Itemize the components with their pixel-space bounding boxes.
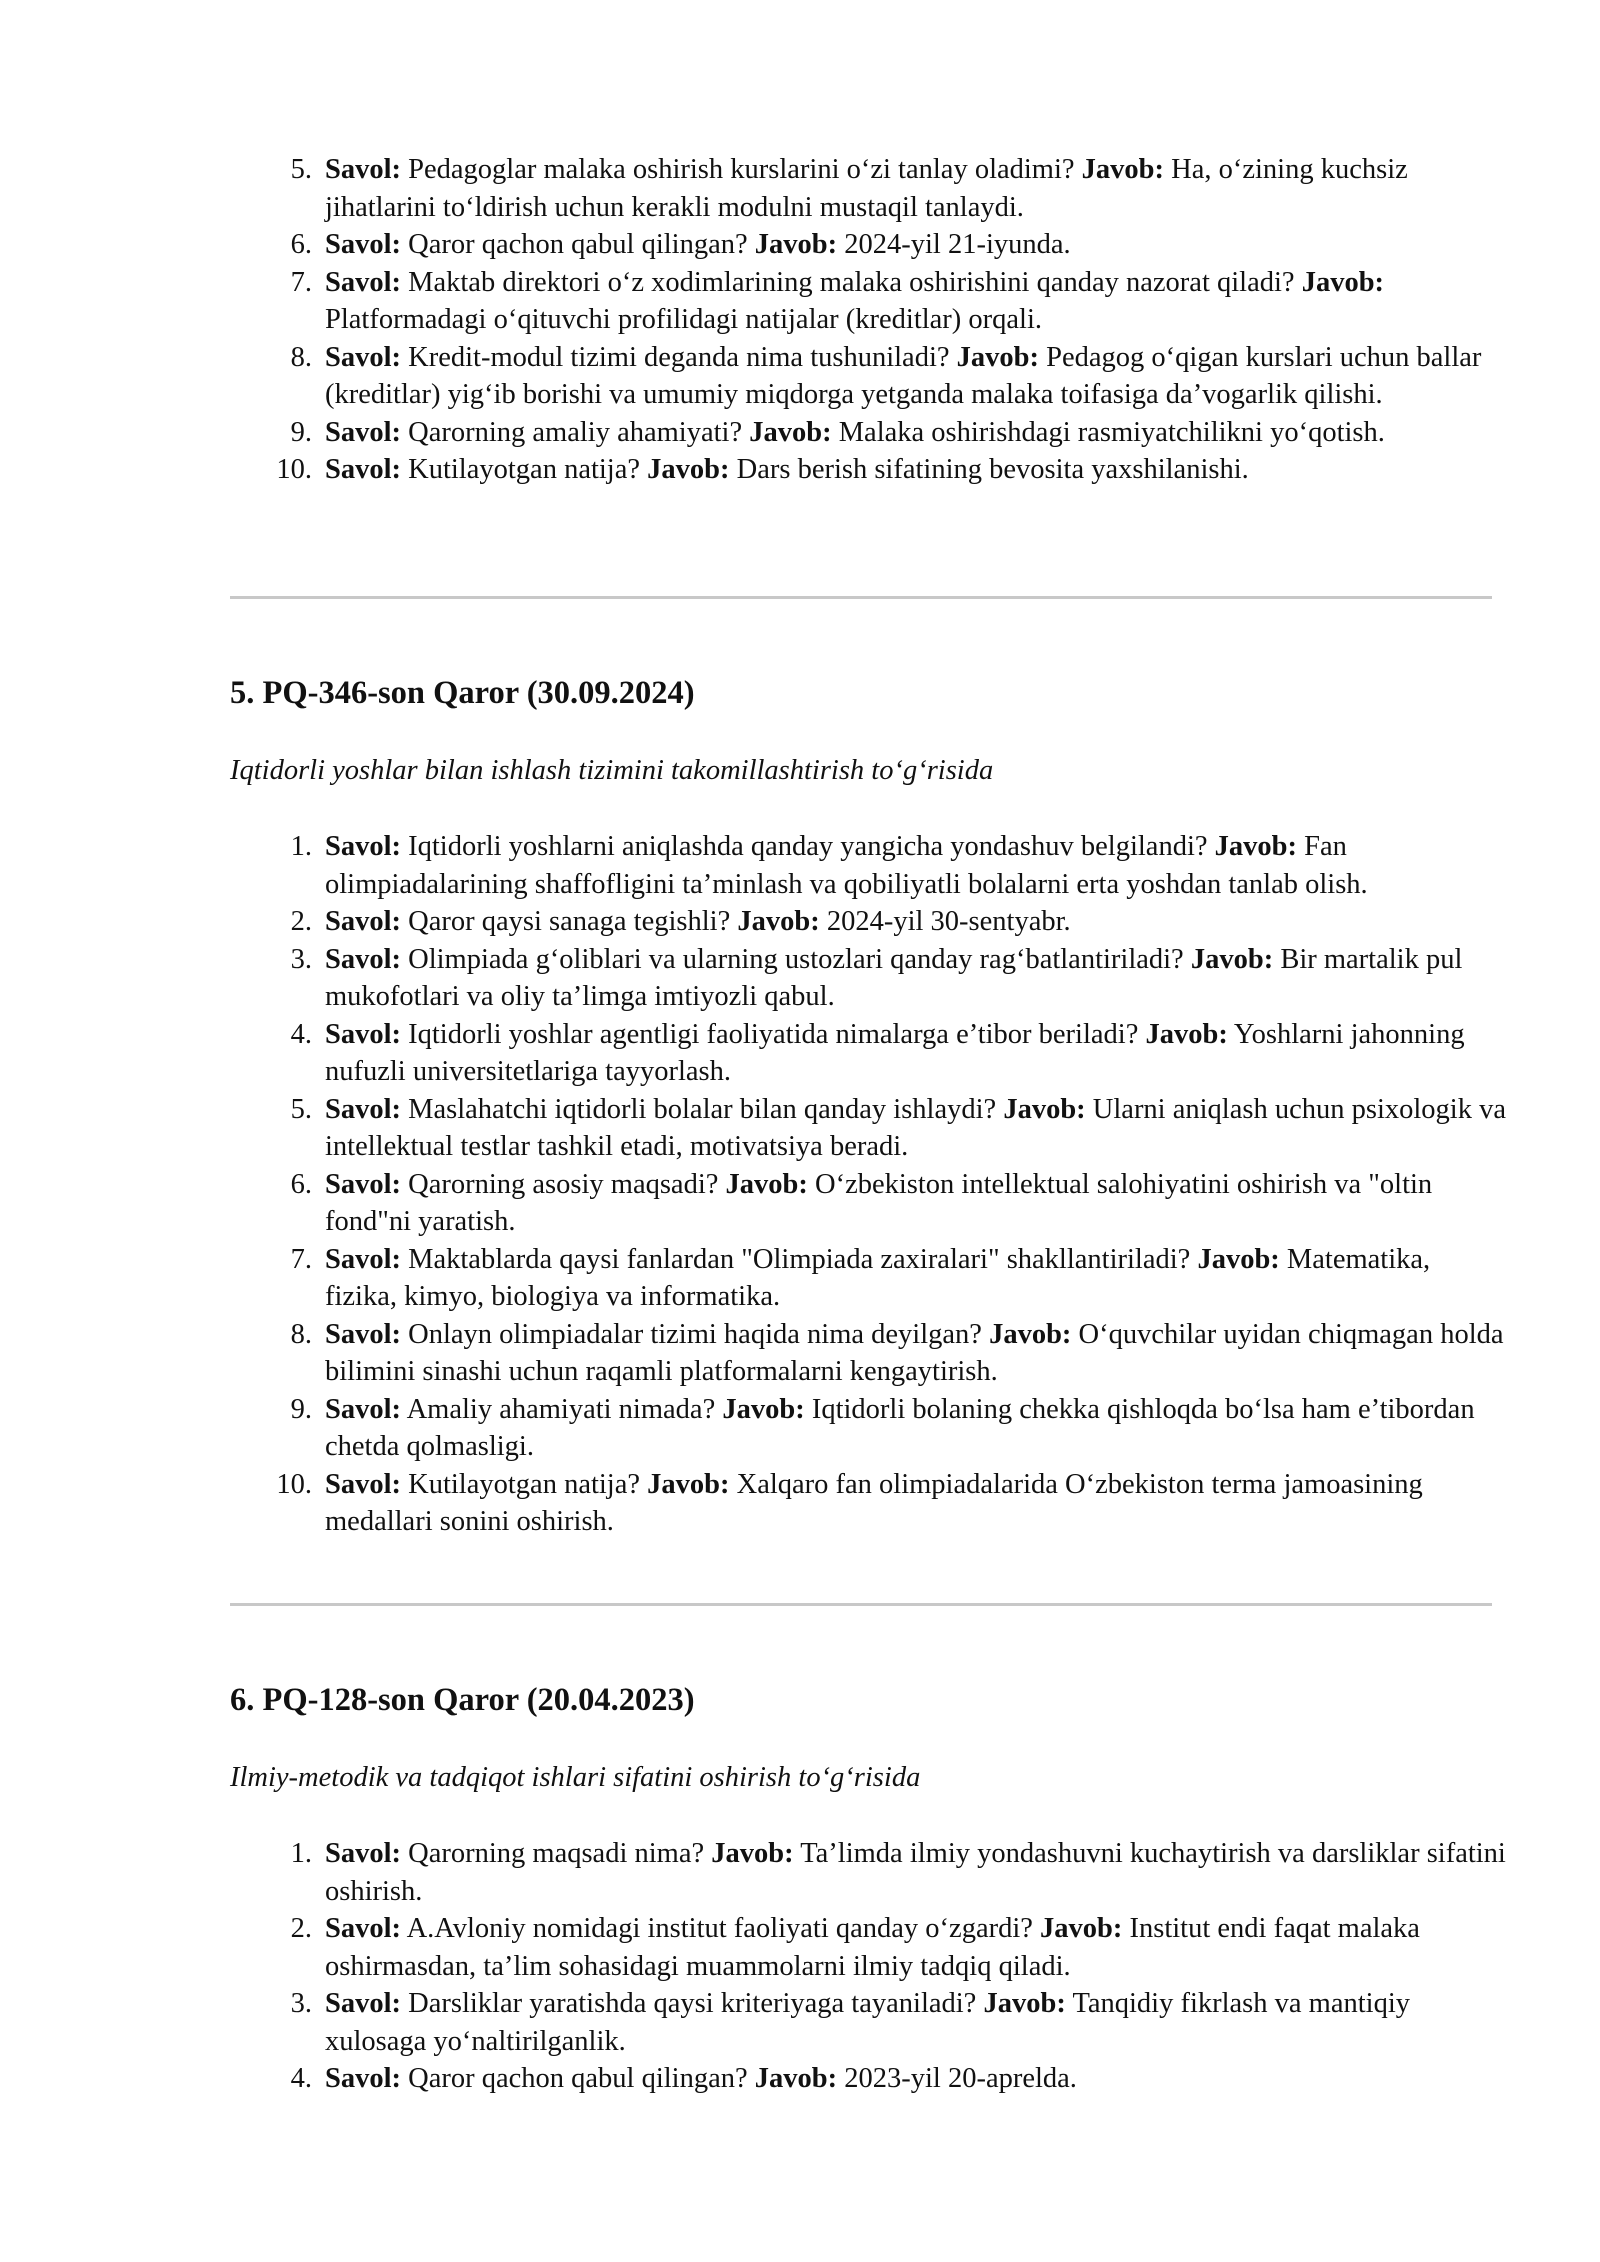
question-text: Maktablarda qaysi fanlardan "Olimpiada zaxiralari" shakllantiriladi? [408,1243,1191,1275]
answer-label: Javob: [1197,1243,1280,1275]
question-text: A.Avloniy nomidagi institut faoliyati qanday o‘zgardi? [406,1913,1033,1944]
question-label: Savol: [325,906,402,937]
qa-item [278,1835,1508,1910]
qa-item [278,226,1508,264]
answer-label: Javob: [1040,1913,1123,1944]
item-number: 3. [290,943,312,975]
question-text: Darsliklar yaratishda qaysi kriteriyaga tayaniladi? [408,1988,977,2019]
question-text: Qaror qachon qabul qilingan? [408,229,748,260]
qa-item [278,414,1508,452]
answer-text: O‘quvchilar uyidan chiqmagan holda bilimini sinashi uchun raqamli platformalarni kengaytirish. [325,1318,1504,1387]
question-label: Savol: [325,416,402,448]
question-label: Savol: [325,454,402,485]
answer-label: Javob: [1190,943,1274,975]
answer-label: Javob: [737,906,820,937]
qa-list-pq-346 [278,828,1508,1541]
answer-text: Ta’limda ilmiy yondashuvni kuchaytirish va darsliklar sifatini oshirish. [325,1838,1506,1907]
qa-item [278,1985,1508,2060]
item-number: 8. [290,341,312,373]
question-label: Savol: [325,2063,402,2094]
answer-text: Iqtidorli bolaning chekka qishloqda bo‘lsa ham e’tibordan chetda qolmasligi. [325,1393,1475,1462]
item-number: 6. [290,1168,312,1200]
question-label: Savol: [325,1018,402,1050]
question-text: Iqtidorli yoshlar agentligi faoliyatida nimalarga e’tibor beriladi? [408,1018,1139,1050]
answer-text: Tanqidiy fikrlash va mantiqiy xulosaga yo‘naltirilganlik. [325,1988,1410,2057]
answer-label: Javob: [983,1988,1066,2019]
qa-item [278,1466,1508,1541]
item-number: 5. [290,154,312,185]
answer-label: Javob: [647,454,730,485]
qa-list-previous-section [278,151,1508,489]
question-label: Savol: [325,1318,402,1350]
qa-item [278,1910,1508,1985]
question-text: Maktab direktori o‘z xodimlarining malaka oshirishini qanday nazorat qiladi? [408,266,1295,298]
question-text: Qaror qaysi sanaga tegishli? [408,906,731,937]
question-label: Savol: [325,1168,402,1200]
question-text: Qaror qachon qabul qilingan? [408,2063,748,2094]
question-label: Savol: [325,1243,402,1275]
qa-item [278,903,1508,941]
question-text: Qarorning maqsadi nima? [408,1838,705,1869]
answer-label: Javob: [989,1318,1072,1350]
answer-label: Javob: [725,1168,808,1200]
qa-item [278,1316,1508,1391]
qa-list-pq-128 [278,1835,1508,2098]
section-heading-pq-346: 5. PQ-346-son Qaror (30.09.2024) [230,675,695,711]
item-number: 9. [290,1393,312,1425]
qa-item [278,1016,1508,1091]
qa-item [278,339,1508,414]
answer-label: Javob: [1003,1093,1086,1125]
section-divider [230,1603,1492,1606]
answer-label: Javob: [754,2063,838,2094]
item-number: 2. [290,1913,312,1944]
item-number: 2. [290,906,312,937]
item-number: 10. [276,454,312,485]
qa-item [278,1166,1508,1241]
answer-label: Javob: [1301,266,1385,298]
answer-text: O‘zbekiston intellektual salohiyatini oshirish va "oltin fond"ni yaratish. [325,1168,1433,1237]
question-text: Qarorning asosiy maqsadi? [408,1168,719,1200]
section-divider [230,596,1492,599]
question-text: Olimpiada g‘oliblari va ularning ustozlari qanday rag‘batlantiriladi? [408,943,1184,975]
answer-text: Bir martalik pul mukofotlari va oliy ta’limga imtiyozli qabul. [325,943,1463,1012]
answer-text: Fan olimpiadalarining shaffofligini ta’minlash va qobiliyatli bolalarni erta yoshdan tanlab olish. [325,831,1368,900]
answer-label: Javob: [749,416,832,448]
question-label: Savol: [325,1468,402,1500]
answer-label: Javob: [1081,154,1165,185]
answer-text: Pedagog o‘qigan kurslari uchun ballar (kreditlar) yig‘ib borishi va umumiy miqdorga yetganda malaka toifasiga da’vogarlik qilishi. [325,341,1482,410]
answer-text: 2024-yil 30-sentyabr. [826,906,1071,937]
item-number: 1. [290,831,312,862]
answer-text: 2023-yil 20-aprelda. [844,2063,1077,2094]
section-subtitle-pq-128: Ilmiy-metodik va tadqiqot ishlari sifatini oshirish to‘g‘risida [230,1762,921,1793]
question-text: Amaliy ahamiyati nimada? [406,1393,716,1425]
question-text: Onlayn olimpiadalar tizimi haqida nima deyilgan? [408,1318,982,1350]
question-label: Savol: [325,341,402,373]
section-subtitle-pq-346: Iqtidorli yoshlar bilan ishlash tizimini takomillashtirish to‘g‘risida [230,755,994,786]
section-heading-pq-128: 6. PQ-128-son Qaror (20.04.2023) [230,1682,695,1718]
item-number: 8. [290,1318,312,1350]
answer-text: Ha, o‘zining kuchsiz jihatlarini to‘ldirish uchun kerakli modulni mustaqil tanlaydi. [325,154,1408,223]
qa-item [278,151,1508,226]
answer-label: Javob: [1214,831,1297,862]
question-label: Savol: [325,1913,402,1944]
question-text: Iqtidorli yoshlarni aniqlashda qanday yangicha yondashuv belgilandi? [408,831,1208,862]
question-text: Pedagoglar malaka oshirish kurslarini o‘zi tanlay oladimi? [408,154,1075,185]
item-number: 7. [290,266,312,298]
item-number: 10. [276,1468,312,1500]
answer-text: Malaka oshirishdagi rasmiyatchilikni yo‘qotish. [838,416,1385,448]
question-label: Savol: [325,1988,402,2019]
answer-text: Ularni aniqlash uchun psixologik va intellektual testlar tashkil etadi, motivatsiya beradi. [325,1093,1506,1162]
question-text: Maslahatchi iqtidorli bolalar bilan qanday ishlaydi? [408,1093,997,1125]
item-number: 5. [290,1093,312,1125]
question-text: Kutilayotgan natija? [408,454,641,485]
answer-label: Javob: [722,1393,805,1425]
answer-label: Javob: [754,229,838,260]
question-text: Qarorning amaliy ahamiyati? [408,416,743,448]
question-label: Savol: [325,266,402,298]
qa-item [278,451,1508,489]
qa-item [278,828,1508,903]
answer-text: Yoshlarni jahonning nufuzli universitetlariga tayyorlash. [325,1018,1465,1087]
item-number: 4. [290,2063,312,2094]
item-number: 9. [290,416,312,448]
question-label: Savol: [325,1838,402,1869]
answer-text: Matematika, fizika, kimyo, biologiya va informatika. [325,1243,1431,1312]
answer-text: Platformadagi o‘qituvchi profilidagi natijalar (kreditlar) orqali. [325,304,1043,335]
question-label: Savol: [325,1093,402,1125]
answer-text: 2024-yil 21-iyunda. [844,229,1071,260]
answer-label: Javob: [1145,1018,1228,1050]
item-number: 4. [290,1018,312,1050]
question-text: Kutilayotgan natija? [408,1468,641,1500]
item-number: 6. [290,229,312,260]
question-label: Savol: [325,1393,402,1425]
answer-text: Dars berish sifatining bevosita yaxshilanishi. [736,454,1249,485]
question-text: Kredit-modul tizimi deganda nima tushuniladi? [408,341,950,373]
answer-text: Xalqaro fan olimpiadalarida O‘zbekiston terma jamoasining medallari sonini oshirish. [325,1468,1423,1537]
item-number: 1. [290,1838,312,1869]
qa-item [278,264,1508,339]
answer-label: Javob: [711,1838,794,1869]
answer-label: Javob: [956,341,1039,373]
question-label: Savol: [325,229,402,260]
item-number: 3. [290,1988,312,2019]
answer-label: Javob: [647,1468,730,1500]
answer-text: Institut endi faqat malaka oshirmasdan, ta’lim sohasidagi muammolarni ilmiy tadqiq qiladi. [325,1913,1420,1982]
qa-item [278,2060,1508,2098]
qa-item [278,1391,1508,1466]
qa-item [278,1241,1508,1316]
question-label: Savol: [325,831,402,862]
question-label: Savol: [325,943,402,975]
item-number: 7. [290,1243,312,1275]
qa-item [278,1091,1508,1166]
question-label: Savol: [325,154,402,185]
qa-item [278,941,1508,1016]
